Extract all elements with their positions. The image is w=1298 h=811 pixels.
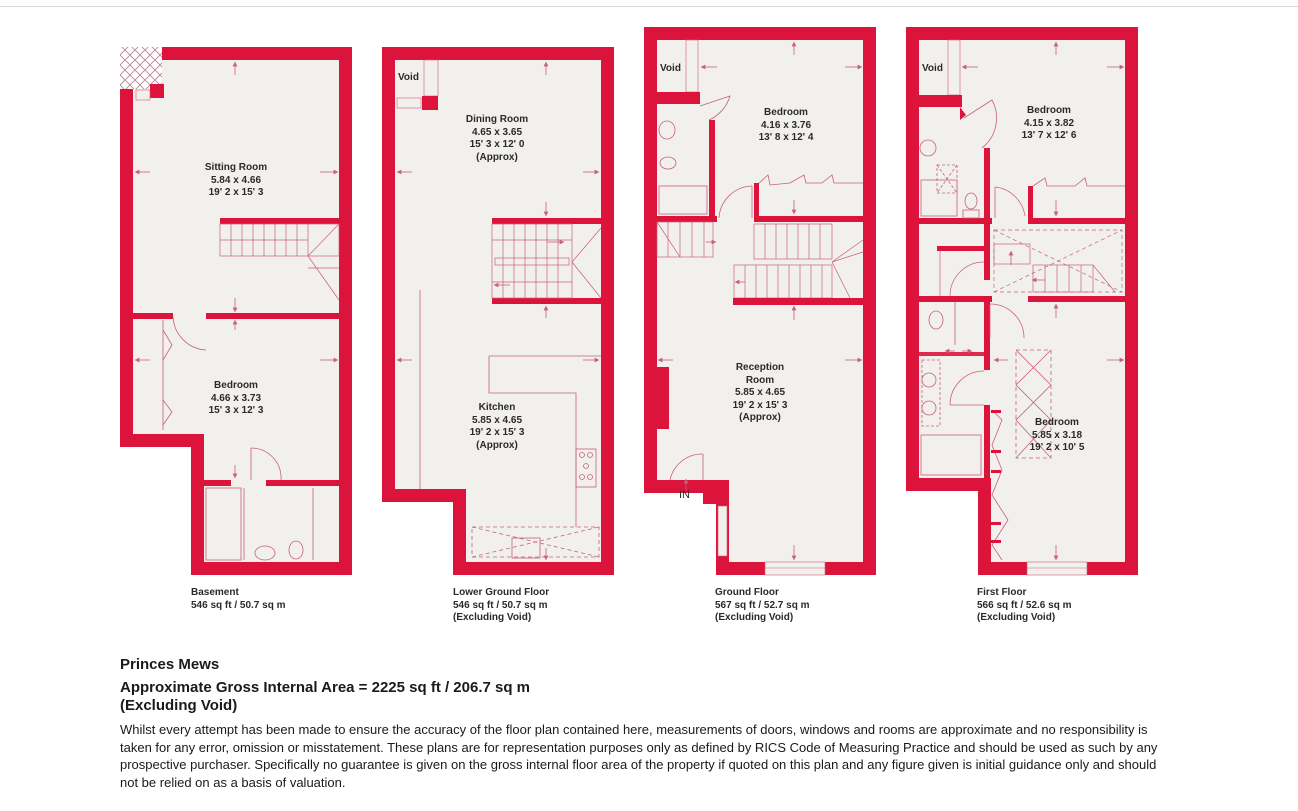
room-label-ground-bedroom: Bedroom 4.16 x 3.76 13' 8 x 12' 4 <box>758 107 814 143</box>
property-name: Princes Mews <box>120 656 220 673</box>
void-label-first: Void <box>922 63 943 74</box>
entrance-label: IN <box>679 489 690 501</box>
room-label-dining-room: Dining Room 4.65 x 3.65 15' 3 x 12' 0 (Approx) <box>465 114 529 163</box>
basement-plan <box>120 47 352 575</box>
room-label-sitting-room: Sitting Room 5.84 x 4.66 19' 2 x 15' 3 <box>204 162 268 198</box>
gross-internal-area: Approximate Gross Internal Area = 2225 sq ft / 206.7 sq m <box>120 679 531 696</box>
floor-caption-first: First Floor 566 sq ft / 52.6 sq m (Excluding Void) <box>977 587 1072 623</box>
room-label-reception-room: Reception Room 5.85 x 4.65 19' 2 x 15' 3 (Approx) <box>732 362 788 423</box>
floor-caption-basement: Basement 546 sq ft / 50.7 sq m <box>191 587 286 611</box>
room-label-kitchen: Kitchen 5.85 x 4.65 19' 2 x 15' 3 (Approx) <box>469 402 525 451</box>
room-label-basement-bedroom: Bedroom 4.66 x 3.73 15' 3 x 12' 3 <box>208 380 264 416</box>
floor-caption-lower-ground: Lower Ground Floor 546 sq ft / 50.7 sq m (Excluding Void) <box>453 587 550 623</box>
room-label-first-bedroom-1: Bedroom 4.15 x 3.82 13' 7 x 12' 6 <box>1021 105 1077 141</box>
void-label-lower-ground: Void <box>398 72 419 83</box>
footer <box>120 656 1160 791</box>
gross-internal-area-note: (Excluding Void) <box>120 697 238 714</box>
void-label-ground: Void <box>660 63 681 74</box>
floor-caption-ground: Ground Floor 567 sq ft / 52.7 sq m (Excluding Void) <box>715 587 810 623</box>
disclaimer-text: Whilst every attempt has been made to ensure the accuracy of the floor plan contained here, measurements of doors, windows and rooms are approximate and no responsibility is taken for any error, omission or misstatement. These plans are for representation purposes only as defined by RICS Code of Measuring Practice and should be used as such by any prospective purchaser. Specifically no guarantee is given on the gross internal floor area of the property if quoted on this plan and any figure given is initial guidance only and should not be relied on as a basis of valuation. <box>120 722 1158 790</box>
room-label-first-bedroom-2: Bedroom 5.85 x 3.18 19' 2 x 10' 5 <box>1029 417 1085 453</box>
